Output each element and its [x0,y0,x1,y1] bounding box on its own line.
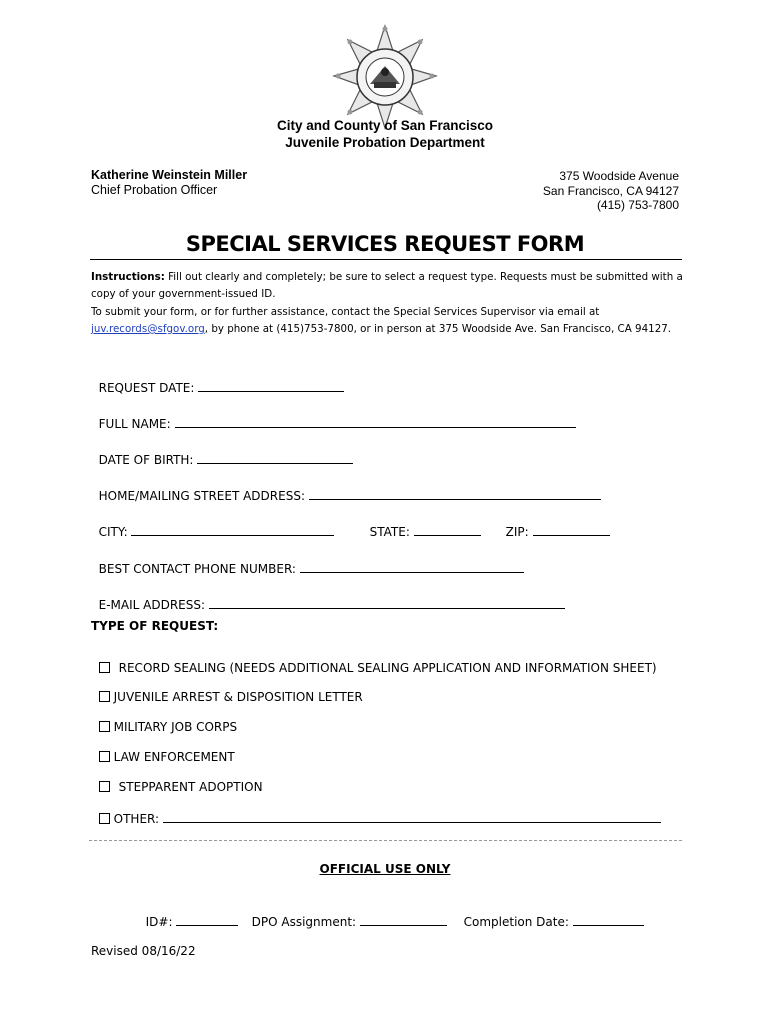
phone-label: BEST CONTACT PHONE NUMBER: [98,562,300,576]
full-name-field [91,401,576,431]
instructions-text: Fill out clearly and completely; be sure to select a request type. Requests must be submitted with a copy of your government-issued ID. [91,271,683,300]
officer-name: Katherine Weinstein Miller [91,168,248,182]
address-field [91,473,601,503]
section-divider [89,840,682,841]
dob-input[interactable] [197,451,353,464]
completion-date-input[interactable] [573,913,644,926]
dob-label: DATE OF BIRTH: [98,453,198,467]
record-sealing-checkbox[interactable] [99,662,110,673]
address-input[interactable] [309,487,601,500]
request-date-label: REQUEST DATE: [98,381,199,395]
stepparent-checkbox[interactable] [99,781,110,792]
request-date-input[interactable] [198,379,344,392]
address-line-1: 375 Woodside Avenue [559,169,679,183]
option-military [91,706,237,734]
request-date-field [91,365,344,395]
completion-date-field [456,899,644,929]
zip-label: ZIP: [505,525,533,539]
officer-title: Chief Probation Officer [91,182,218,197]
full-name-input[interactable] [175,415,576,428]
zip-input[interactable] [533,523,610,536]
instructions-paragraph-2 [91,304,691,338]
law-enforcement-checkbox[interactable] [99,751,110,762]
zip-field [498,509,610,539]
military-label: MILITARY JOB CORPS [113,720,238,734]
org-name: City and County of San Francisco [276,118,494,133]
address-phone: (415) 753-7800 [596,198,679,212]
instructions-label: Instructions: [91,271,165,283]
email-link[interactable]: juv.records@sfgov.org [91,323,205,335]
official-id-input[interactable] [176,913,238,926]
stepparent-label: STEPPARENT ADOPTION [118,780,263,794]
address-label: HOME/MAILING STREET ADDRESS: [98,489,309,503]
request-type-label: TYPE OF REQUEST: [91,619,219,633]
official-id-label: ID#: [145,915,177,929]
org-department: Juvenile Probation Department [285,135,485,150]
city-label: CITY: [98,525,132,539]
other-label: OTHER: [113,812,163,826]
other-input[interactable] [163,810,661,823]
arrest-letter-checkbox[interactable] [99,691,110,702]
official-use-heading [0,862,770,876]
form-title: SPECIAL SERVICES REQUEST FORM [185,232,585,256]
option-other [91,796,661,826]
state-input[interactable] [414,523,481,536]
state-field [362,509,481,539]
option-arrest-letter [91,676,363,704]
seal-star-badge-icon [330,24,440,132]
dpo-assignment-field [244,899,447,929]
city-field [91,509,334,539]
official-use-text: OFFICIAL USE ONLY [319,862,451,876]
record-sealing-label: RECORD SEALING (NEEDS ADDITIONAL SEALING APPLICATION AND INFORMATION SHEET) [118,661,657,675]
dob-field [91,437,353,467]
city-input[interactable] [131,523,334,536]
email-input[interactable] [209,596,565,609]
official-id-field [138,899,238,929]
email-label: E-MAIL ADDRESS: [98,598,209,612]
dpo-assignment-label: DPO Assignment: [251,915,360,929]
officer-block [91,168,247,197]
military-checkbox[interactable] [99,721,110,732]
revision-date: Revised 08/16/22 [91,944,196,958]
state-label: STATE: [369,525,414,539]
completion-date-label: Completion Date: [463,915,573,929]
address-line-2: San Francisco, CA 94127 [542,183,679,198]
option-law-enforcement [91,736,235,764]
arrest-letter-label: JUVENILE ARREST & DISPOSITION LETTER [113,690,363,704]
full-name-label: FULL NAME: [98,417,175,431]
law-enforcement-label: LAW ENFORCEMENT [113,750,235,764]
phone-input[interactable] [300,560,524,573]
contact-text-a: To submit your form, or for further assistance, contact the Special Services Supervisor via email at [91,306,600,318]
email-field [91,582,565,612]
instructions-paragraph-1 [91,269,691,303]
phone-field [91,546,524,576]
option-stepparent [91,766,263,794]
title-divider [90,259,682,260]
address-block [543,169,679,213]
dpo-assignment-input[interactable] [360,913,447,926]
other-checkbox[interactable] [99,813,110,824]
contact-text-b: , by phone at (415)753-7800, or in person at 375 Woodside Ave. San Francisco, CA 94127. [204,323,672,335]
option-record-sealing [91,647,657,675]
